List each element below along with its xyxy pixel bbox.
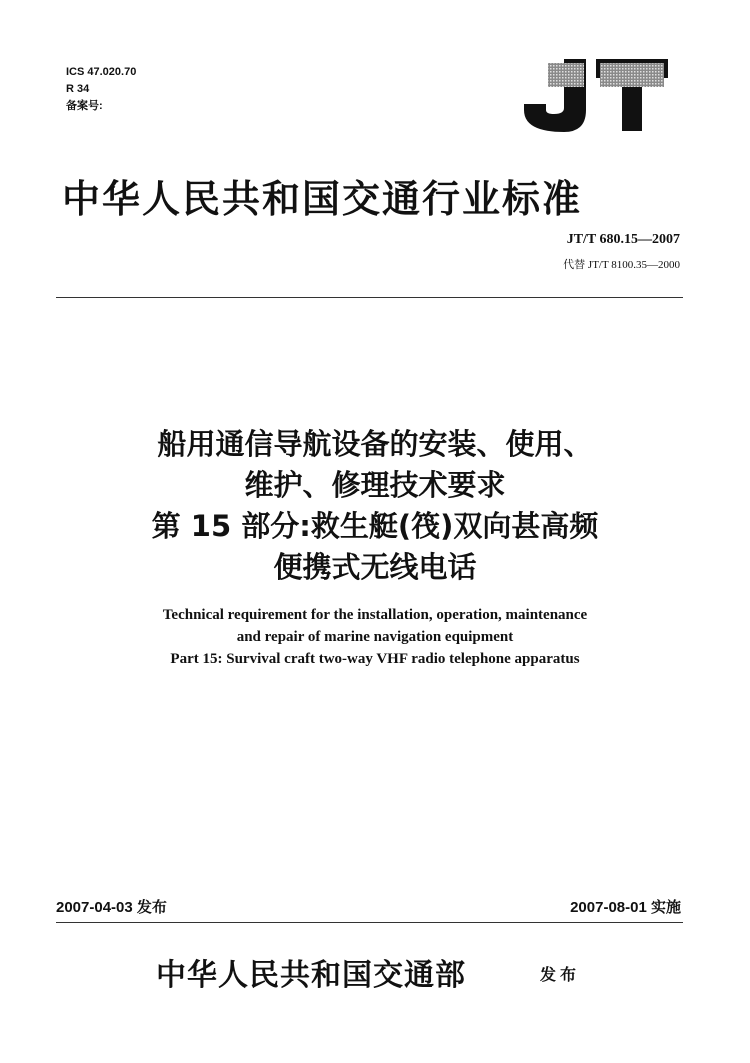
publish-label: 发布 bbox=[540, 965, 581, 984]
english-title-line: Technical requirement for the installation, operation, maintenance bbox=[162, 607, 588, 623]
issuing-standard-category: 中华人民共和国交通行业标准 bbox=[62, 176, 583, 221]
chinese-title-line: 便携式无线电话 bbox=[273, 550, 477, 584]
chinese-title-line: 船用通信导航设备的安装、使用、 bbox=[157, 427, 593, 461]
english-title-line: and repair of marine navigation equipment bbox=[236, 629, 514, 645]
top-divider bbox=[56, 297, 683, 298]
chinese-title bbox=[80, 424, 670, 588]
filing-number: 备案号: bbox=[66, 100, 103, 112]
replaces-standard: 代替 JT/T 8100.35—2000 bbox=[563, 259, 680, 271]
issue-date: 2007-04-03 发布 bbox=[56, 899, 167, 916]
header-meta bbox=[66, 64, 136, 115]
chinese-title-line: 维护、修理技术要求 bbox=[244, 468, 506, 502]
classification-code: R 34 bbox=[66, 83, 90, 95]
english-title bbox=[80, 604, 670, 670]
implementation-date: 2007-08-01 实施 bbox=[570, 899, 681, 916]
standard-number: JT/T 680.15—2007 bbox=[566, 232, 680, 247]
chinese-title-line: 第 15 部分:救生艇(筏)双向甚高频 bbox=[151, 509, 599, 543]
english-title-line: Part 15: Survival craft two-way VHF radio telephone apparatus bbox=[170, 651, 580, 667]
ics-code: ICS 47.020.70 bbox=[66, 66, 137, 78]
jt-logo bbox=[520, 56, 670, 134]
bottom-divider bbox=[56, 922, 683, 923]
publisher-name: 中华人民共和国交通部 bbox=[156, 958, 466, 993]
